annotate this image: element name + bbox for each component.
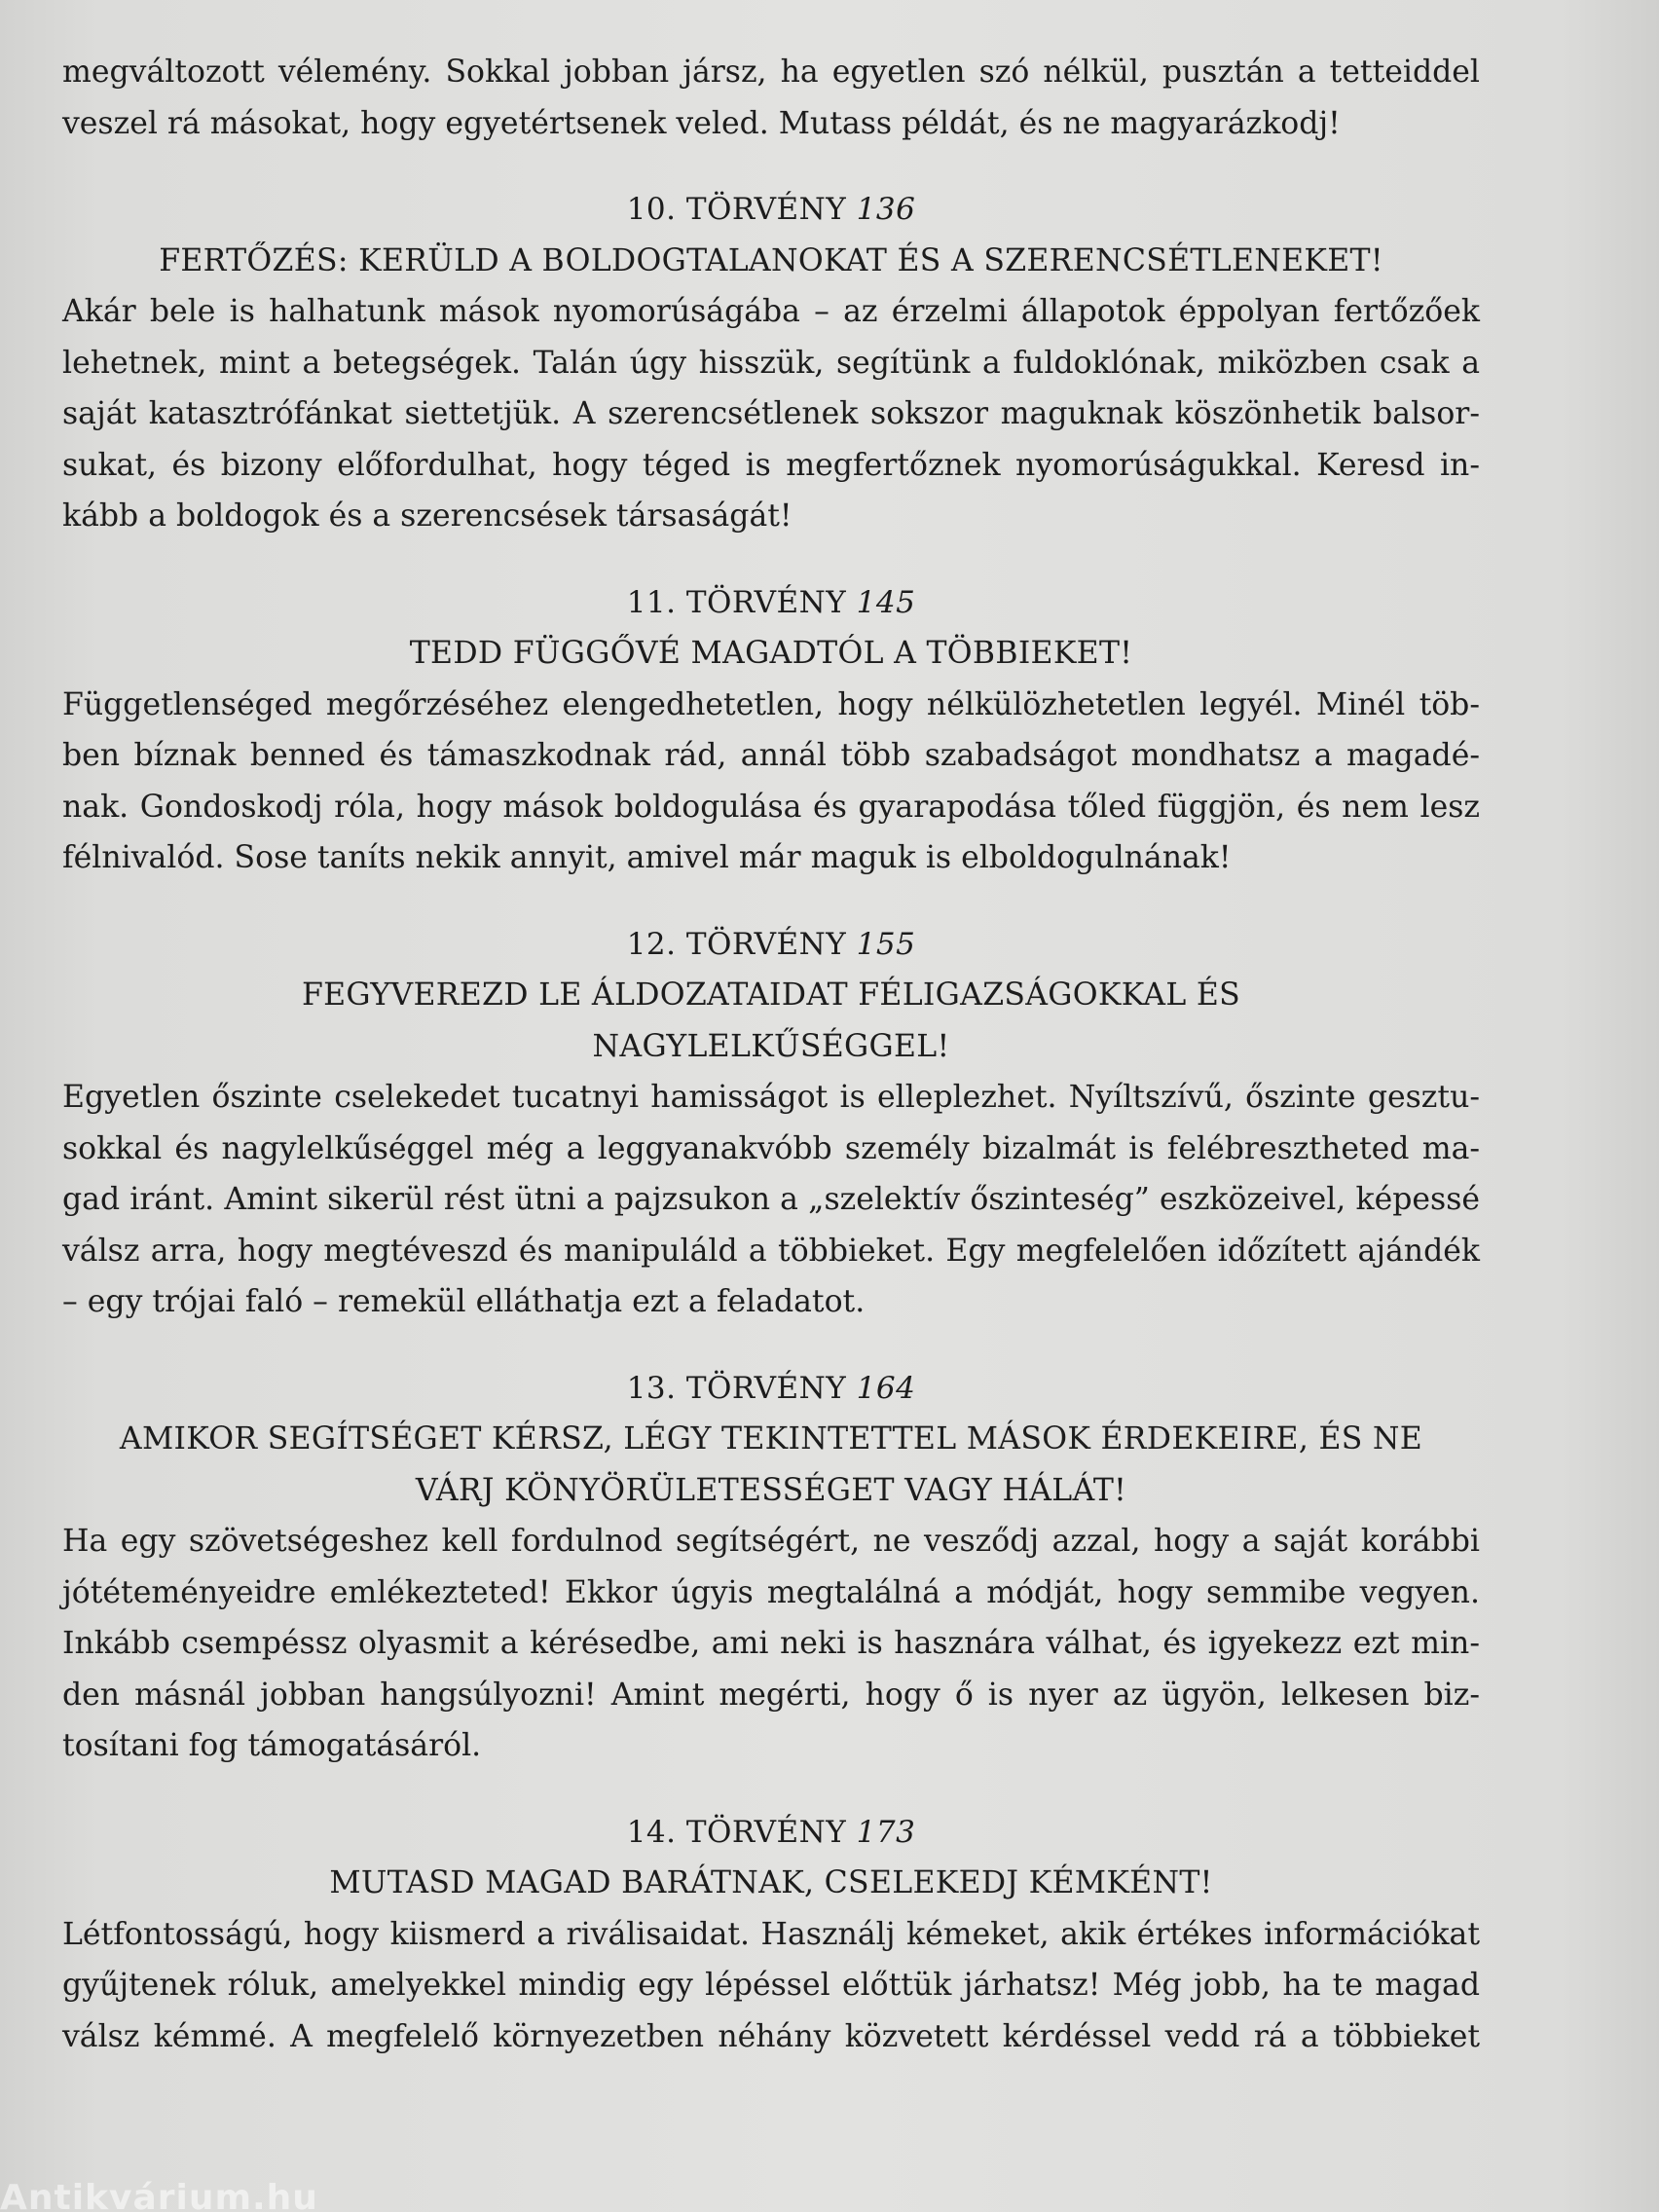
law-title xyxy=(62,628,1480,680)
law-title-line: TEDD FÜGGŐVÉ MAGADTÓL A TÖBBIEKET! xyxy=(409,636,1133,671)
intro-line: megváltozott vélemény. Sokkal jobban jársz, ha egyetlen szó nélkül, pusztán a tetteiddel xyxy=(62,55,1480,90)
law-body-line: lehetnek, mint a betegségek. Talán úgy hisszük, segítünk a fuldoklónak, miközben csak a xyxy=(62,345,1480,381)
law-body xyxy=(62,1072,1480,1328)
law-page-ref: 145 xyxy=(856,584,916,620)
law-number-heading xyxy=(62,1807,1480,1859)
law-body xyxy=(62,1909,1480,2063)
law-title xyxy=(62,1858,1480,1909)
law-body-line: saját katasztrófánkat siettetjük. A szerencsétlenek sokszor maguknak köszönhetik balsor- xyxy=(62,396,1480,431)
law-body-line: válsz arra, hogy megtéveszd és manipuláld a többieket. Egy megfelelően időzített ajándék xyxy=(62,1233,1480,1269)
law-body-line: Függetlenséged megőrzéséhez elengedhetetlen, hogy nélkülözhetetlen legyél. Minél töb- xyxy=(62,686,1480,722)
law-number: 14. TÖRVÉNY xyxy=(626,1814,847,1850)
law-title xyxy=(62,970,1480,1072)
law-11-section xyxy=(62,577,1480,884)
law-body-line: tosítani fog támogatásáról. xyxy=(62,1728,482,1763)
law-title-line: NAGYLELKŰSÉGGEL! xyxy=(592,1028,950,1064)
law-14-section xyxy=(62,1807,1480,2063)
law-body-line: – egy trójai faló – remekül elláthatja ezt a feladatot. xyxy=(62,1284,866,1319)
law-body-line: sokkal és nagylelkűséggel még a leggyanakvóbb személy bizalmát is felébresztheted ma- xyxy=(62,1130,1480,1166)
law-number-heading xyxy=(62,577,1480,629)
watermark-logo: Antikvárium.hu xyxy=(0,2178,318,2212)
law-body-line: válsz kémmé. A megfelelő környezetben néhány közvetett kérdéssel vedd rá a többieket xyxy=(62,2018,1480,2054)
law-body xyxy=(62,286,1480,542)
law-body-line: jótéteményeidre emlékezteted! Ekkor úgyis megtalálná a módját, hogy semmibe vegyen. xyxy=(62,1574,1480,1610)
law-body-line: Ha egy szövetségeshez kell fordulnod segítségért, ne vesződj azzal, hogy a saját korábbi xyxy=(62,1524,1480,1559)
law-body xyxy=(62,1516,1480,1772)
law-body-line: ben bíznak benned és támaszkodnak rád, annál több szabadságot mondhatsz a magadé- xyxy=(62,738,1480,773)
law-body-line: Létfontosságú, hogy kiismerd a riválisaidat. Használj kémeket, akik értékes információkat xyxy=(62,1916,1480,1952)
law-number: 10. TÖRVÉNY xyxy=(626,192,847,227)
law-body-line: den másnál jobban hangsúlyozni! Amint megérti, hogy ő is nyer az ügyön, lelkesen biz- xyxy=(62,1677,1480,1713)
law-12-section xyxy=(62,919,1480,1328)
law-body-line: Akár bele is halhatunk mások nyomorúságába – az érzelmi állapotok éppolyan fertőzőek xyxy=(62,294,1480,329)
law-title xyxy=(62,236,1480,287)
law-page-ref: 173 xyxy=(856,1814,916,1850)
law-title xyxy=(62,1414,1480,1516)
law-page-ref: 155 xyxy=(856,926,916,962)
law-body-line: nak. Gondoskodj róla, hogy mások boldogulása és gyarapodása tőled függjön, és nem lesz xyxy=(62,789,1480,825)
law-body-line: Egyetlen őszinte cselekedet tucatnyi hamisságot is elleplezhet. Nyíltszívű, őszinte gesztu- xyxy=(62,1080,1480,1115)
law-number: 12. TÖRVÉNY xyxy=(626,926,847,962)
law-number-heading xyxy=(62,1363,1480,1415)
law-title-line: FERTŐZÉS: KERÜLD A BOLDOGTALANOKAT ÉS A SZERENCSÉTLENEKET! xyxy=(159,242,1383,278)
law-number: 13. TÖRVÉNY xyxy=(626,1370,847,1406)
law-body-line: félnivalód. Sose taníts nekik annyit, amivel már maguk is elboldogulnának! xyxy=(62,840,1232,875)
law-13-section xyxy=(62,1363,1480,1772)
law-page-ref: 164 xyxy=(856,1370,916,1406)
law-page-ref: 136 xyxy=(856,192,916,227)
law-body-line: Inkább csempéssz olyasmit a kérésedbe, ami neki is hasznára válhat, és igyekezz ezt min- xyxy=(62,1626,1480,1661)
law-title-line: FEGYVEREZD LE ÁLDOZATAIDAT FÉLIGAZSÁGOKKAL ÉS xyxy=(301,977,1241,1013)
intro-paragraph xyxy=(62,47,1480,149)
law-number-heading xyxy=(62,184,1480,236)
law-body-line: gad iránt. Amint sikerül rést ütni a pajzsukon a „szelektív őszinteség” eszközeivel, képessé xyxy=(62,1182,1480,1217)
intro-line: veszel rá másokat, hogy egyetértsenek veled. Mutass példát, és ne magyarázkodj! xyxy=(62,105,1341,141)
law-body-line: gyűjtenek róluk, amelyekkel mindig egy lépéssel előttük járhatsz! Még jobb, ha te magad xyxy=(62,1968,1480,2003)
law-number: 11. TÖRVÉNY xyxy=(626,584,847,620)
law-10-section xyxy=(62,184,1480,542)
page-text xyxy=(62,47,1480,2062)
law-title-line: AMIKOR SEGÍTSÉGET KÉRSZ, LÉGY TEKINTETTEL MÁSOK ÉRDEKEIRE, ÉS NE xyxy=(119,1421,1423,1456)
law-body xyxy=(62,680,1480,884)
law-title-line: VÁRJ KÖNYÖRÜLETESSÉGET VAGY HÁLÁT! xyxy=(415,1472,1127,1508)
law-body-line: kább a boldogok és a szerencsések társaságát! xyxy=(62,498,793,534)
law-number-heading xyxy=(62,919,1480,971)
law-title-line: MUTASD MAGAD BARÁTNAK, CSELEKEDJ KÉMKÉNT! xyxy=(329,1865,1213,1900)
law-body-line: sukat, és bizony előfordulhat, hogy téged is megfertőznek nyomorúságukkal. Keresd in- xyxy=(62,447,1480,483)
